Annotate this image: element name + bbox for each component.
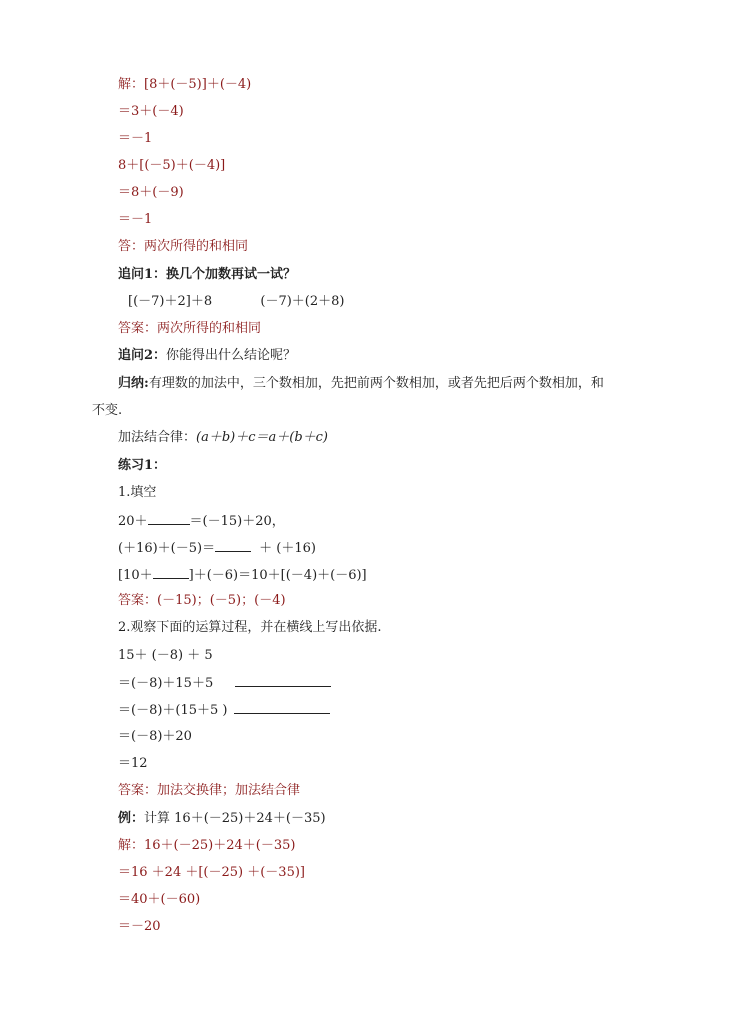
exercise-q1-b [118,538,316,558]
solution-line-6: ＝－1 [118,212,153,227]
q2-reason-blank-1 [235,674,331,687]
solution-line-2: ＝3＋(－4) [118,104,184,119]
solution-line-3: ＝－1 [118,131,153,146]
follow-up-2 [118,347,296,365]
follow-up-2-label: 追问2： [118,348,167,363]
q1-c-blank [153,565,189,579]
exercise-q2-line-2 [118,674,331,693]
law-prefix: 加法结合律： [118,430,197,445]
follow-up-1-expr-a: [(－7)＋2]＋8 [128,294,213,309]
exercise-q2-title: 2.观察下面的运算过程，并在横线上写出依据. [118,620,382,635]
follow-up-1-answer: 答案：两次所得的和相同 [118,321,262,336]
example-solution-4: ＝－20 [118,919,161,934]
q2-reason-blank-2 [234,701,330,714]
solution-line-4: 8＋[(－5)＋(－4)] [118,158,226,173]
q1-a-suffix: ＝(－15)＋20， [189,514,285,529]
summary-label: 归纳: [118,376,149,391]
q1-a-blank [148,511,190,525]
example-label: 例： [118,811,145,826]
exercise-1-label: 练习1： [118,458,167,473]
example-question: 计算 16＋(－25)＋24＋(－35) [144,811,326,826]
exercise-q1-c [118,565,367,585]
exercise-q1-answer [118,592,286,610]
exercise-q2-line-3 [118,701,330,720]
summary-line-2: 不变. [92,403,123,418]
q1-c-suffix: ]＋(－6)＝10＋[(－4)＋(－6)] [188,568,367,583]
q1-answer-values: (－15)；(－5)；(－4) [157,593,286,608]
solution-line-1: 解：[8＋(－5)]＋(－4) [118,77,252,92]
associative-law [118,429,328,447]
q1-a-prefix: 20＋ [118,514,148,529]
example-heading [118,810,326,828]
follow-up-1-expr-b: (－7)＋(2＋8) [260,294,345,309]
q1-b-prefix: (＋16)＋(－5)＝ [118,541,216,556]
law-formula: (a＋b)＋c＝a＋(b＋c) [196,430,329,445]
q1-b-suffix: ＋ (＋16) [259,541,316,556]
exercise-q1-title: 1.填空 [118,485,157,500]
follow-up-1-label: 追问1：换几个加数再试一试？ [118,267,297,282]
follow-up-2-question: 你能得出什么结论呢？ [166,348,297,363]
q1-b-blank [215,538,251,552]
exercise-q2-line-1: 15＋ (－8) ＋ 5 [118,648,213,663]
q2-line-3-text: ＝(－8)＋(15＋5 ) [118,703,228,718]
exercise-q1-a [118,511,285,531]
summary-text-1: 有理数的加法中，三个数相加，先把前两个数相加，或者先把后两个数相加，和 [148,376,604,391]
example-solution-2: ＝16 ＋24 ＋[(－25) ＋(－35)] [118,865,305,880]
exercise-q2-line-4: ＝(－8)＋20 [118,729,192,744]
solution-line-5: ＝8＋(－9) [118,185,184,200]
summary-line-1 [118,375,604,393]
example-solution-1: 解：16＋(－25)＋24＋(－35) [118,838,296,853]
exercise-q2-answer: 答案：加法交换律；加法结合律 [118,783,301,798]
solution-answer: 答：两次所得的和相同 [118,239,249,254]
follow-up-1-exprs [128,293,345,311]
q1-answer-label: 答案： [118,593,158,608]
q2-line-2-text: ＝(－8)＋15＋5 [118,676,214,691]
exercise-q2-line-5: ＝12 [118,756,148,771]
q1-c-prefix: [10＋ [118,568,153,583]
example-solution-3: ＝40＋(－60) [118,892,201,907]
